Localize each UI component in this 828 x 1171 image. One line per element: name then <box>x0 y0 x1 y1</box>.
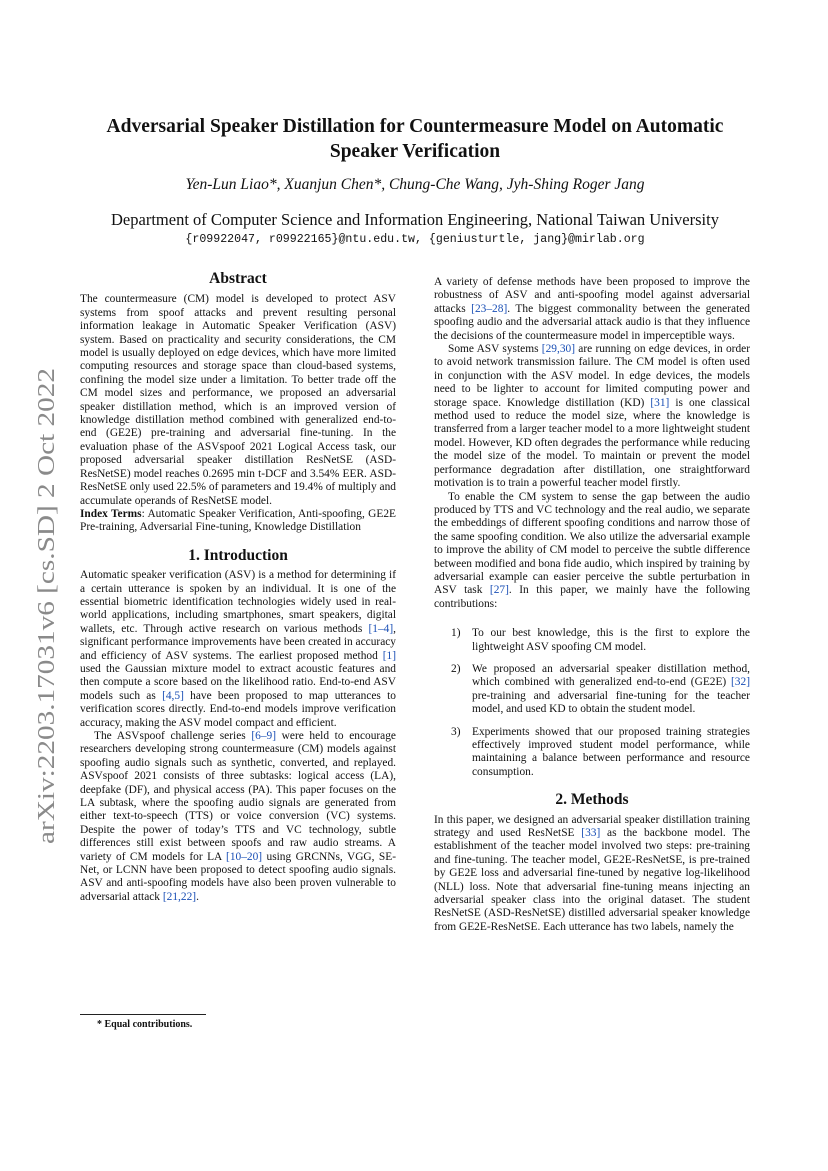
text-span: as the backbone model. The establishment of the teacher model involved two steps: pre-training and fine-tuning. The teacher model, GE2E-ResNetSE, is pre-trained by GE2E loss and adversarial fine-tuned by negative log-likelihood (NLL) loss. Note that adversarial fine-tuning means injecting an adversarial speaker class into the original dataset. The student ResNetSE (ASD-ResNetSE) distilled adversarial speaker knowledge from GE2E-ResNetSE. Each utterance has two labels, namely the <box>434 827 750 933</box>
text-span: using GRCNNs, VGG, SE-Net, or LCNN have been proposed to detect spoofing audio signals. ASV and anti-spoofing models have also been proven vulnerable to adversarial attack <box>80 850 396 903</box>
introduction-heading: 1. Introduction <box>188 546 288 564</box>
list-item <box>434 627 750 654</box>
arxiv-identifier-graphic <box>14 366 64 846</box>
index-terms <box>80 508 396 535</box>
citation-link[interactable]: [33] <box>581 827 601 840</box>
text-span: is one classical method used to reduce the model size, where the knowledge is transferred from a larger teacher model to a more lightweight student model. However, KD often degrades the performance while reducing the model size of the model. To maintain or prevent the model performance degradation after distillation, one straightforward motivation is to train a powerful teacher model firstly. <box>434 396 750 490</box>
citation-link[interactable]: [21,22] <box>162 890 197 903</box>
list-item-number: 2) <box>451 662 461 675</box>
citation-link[interactable]: [23–28] <box>471 302 508 315</box>
text-span: A variety of defense methods have been proposed to improve the robustness of ASV and anti-spoofing model against adversarial attacks <box>434 276 750 315</box>
list-item-text <box>472 663 750 717</box>
text-span: used the Gaussian mixture model to extract acoustic features and then compute a score based on the likelihood ratio. End-to-end ASV models such as <box>80 662 396 702</box>
right-column <box>434 276 750 934</box>
list-item <box>434 663 750 717</box>
list-item-text <box>472 627 750 654</box>
text-span: have been proposed to map utterances to verification scores directly. End-to-end models improve verification accuracy, making the ASV model compact and efficient. <box>80 689 396 729</box>
text-span: We proposed an adversarial speaker distillation method, which combined with generalized end-to-end (GE2E) <box>472 662 750 689</box>
intro-paragraph-5 <box>434 491 750 612</box>
author-emails: {r09922047, r09922165}@ntu.edu.tw, {geniusturtle, jang}@mirlab.org <box>185 233 645 246</box>
citation-link[interactable]: [29,30] <box>541 343 575 356</box>
citation-link[interactable]: [1] <box>382 649 396 662</box>
list-item-number: 1) <box>451 627 461 640</box>
intro-paragraph-2 <box>80 730 396 904</box>
footnote-text: * Equal contributions. <box>97 1019 193 1030</box>
list-item-number: 3) <box>451 725 461 738</box>
list-item <box>434 726 750 780</box>
text-span: . The biggest commonality between the generated spoofing audio and the adversarial attack audio is that they influence the decisions of the countermeasure model in imperceptible ways. <box>434 302 750 342</box>
text-span: To our best knowledge, this is the first to explore the lightweight ASV spoofing CM model. <box>472 627 750 653</box>
citation-link[interactable]: [32] <box>731 676 750 689</box>
methods-paragraph-1 <box>434 814 750 935</box>
index-terms-label: Index Terms <box>80 507 142 520</box>
intro-paragraph-4 <box>434 343 750 490</box>
text-span: The ASVspoof challenge series <box>94 730 252 742</box>
text-span: were held to encourage researchers developing strong countermeasure (CM) models against spoofing audio signals such as synthetic, converted, and replayed. ASVspoof 2021 consists of three subtasks: logical access (LA), deepfake (DF), and physical access (PA). This paper focuses on the LA subtask, where the spoofing audio signals are generated from either text-to-speech (TTS) or voice conversion (VC) systems. Despite the power of today’s TTS and VC technology, subtle differences still exist between spoofs and raw audio streams. A variety of CM models for LA <box>80 730 396 863</box>
arxiv-identifier-text: arXiv:2203.17031v6 [cs.SD] 2 Oct 2022 <box>34 453 60 844</box>
affiliation: Department of Computer Science and Information Engineering, National Taiwan University <box>111 210 719 229</box>
left-column <box>80 272 396 904</box>
citation-link[interactable]: [10–20] <box>226 850 263 863</box>
text-span: pre-training and adversarial fine-tuning for the teacher model, and used KD to obtain the student model. <box>472 689 750 716</box>
text-span: . <box>196 890 199 903</box>
text-span: In this paper, we designed an adversarial speaker distillation training strategy and used ResNetSE <box>434 813 750 840</box>
index-terms-list: : Automatic Speaker Verification, Anti-spoofing, GE2E Pre-training, Adversarial Fine-tuning, Knowledge Distillation <box>80 507 396 534</box>
text-span: are running on edge devices, in order to avoid network transmission failure. The CM model is often used in conjunction with the ASV model. In edge devices, the models need to be lighter to account for limited computing power and storage space. Knowledge distillation (KD) <box>434 343 751 409</box>
citation-link[interactable]: [1–4] <box>368 622 394 635</box>
abstract-heading: Abstract <box>209 270 267 287</box>
intro-paragraph-3 <box>434 276 750 343</box>
author-list: Yen-Lun Liao*, Xuanjun Chen*, Chung-Che Wang, Jyh-Shing Roger Jang <box>185 176 645 193</box>
citation-link[interactable]: [4,5] <box>162 689 184 702</box>
abstract-text: The countermeasure (CM) model is developed to protect ASV systems from spoof attacks and prevent resulting personal information leakage in Automatic Speaker Verification (ASV) system. Based on practicality and security considerations, the CM model is usually deployed on edge devices, which have more limited computing resources and storage space than cloud-based systems, confining the model size under a limitation. To better trade off the CM model sizes and performance, we proposed an adversarial speaker distillation method, which is an improved version of knowledge distillation method combined with generalized end-to-end (GE2E) pre-training and adversarial fine-tuning. In the evaluation phase of the ASVspoof 2021 Logical Access task, our proposed adversarial speaker distillation ResNetSE (ASD-ResNetSE) model reaches 0.2695 min t-DCF and 3.54% EER. ASD-ResNetSE only used 22.5% of parameters and 19.4% of multiply and accumulate operands of ResNetSE model. <box>80 293 396 507</box>
list-item-text <box>472 726 750 780</box>
arxiv-identifier <box>14 366 64 846</box>
intro-paragraph-1 <box>80 569 396 730</box>
text-span: Some ASV systems <box>448 343 542 356</box>
paper-title: Adversarial Speaker Distillation for Countermeasure Model on Automatic Speaker Verification <box>106 116 724 162</box>
text-span: Experiments showed that our proposed training strategies effectively improved student model performance, while maintaining a balance between performance and resource consumption. <box>472 725 750 778</box>
methods-heading: 2. Methods <box>555 791 629 809</box>
footnote-rule <box>80 1014 206 1015</box>
text-span: . In this paper, we mainly have the following contributions: <box>434 584 750 610</box>
text-span: To enable the CM system to sense the gap between the audio produced by TTS and VC technology and the real audio, we separate the embeddings of different spoofing conditions and narrow those of the same spoofing condition. We also utilize the adversarial example to improve the ability of CM model to perceive the subtle difference between modified and bona fide audio, which inspired by training by adversarial example can easier perceive the subtle perturbation in ASV task <box>434 490 750 597</box>
text-span: Automatic speaker verification (ASV) is a method for determining if a certain utterance is spoken by an individual. It is one of the essential biometric identification technologies widely used in real-world applications, including smartphones, smart speakers, digital wallets, etc. Through active research on various methods <box>80 569 396 635</box>
citation-link[interactable]: [31] <box>650 396 670 409</box>
citation-link[interactable]: [27] <box>489 584 509 597</box>
contributions-list <box>434 627 750 779</box>
footnote <box>80 1014 396 1030</box>
citation-link[interactable]: [6–9] <box>251 730 277 742</box>
text-span: , significant performance improvements have been created in accuracy and efficiency of ASV systems. The earliest proposed method <box>80 622 396 662</box>
